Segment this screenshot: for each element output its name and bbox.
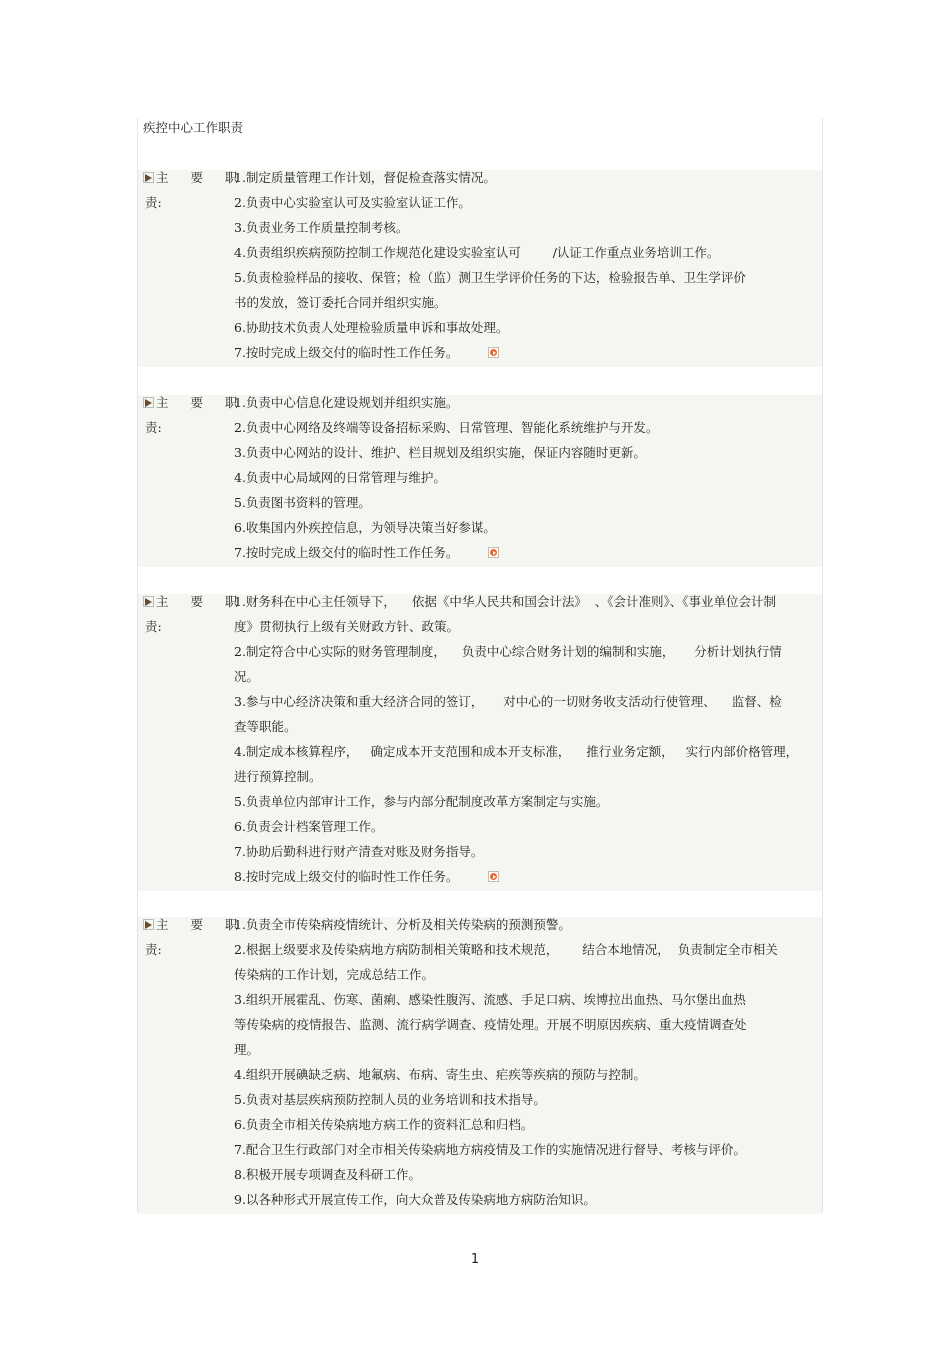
duty-item-line: [234, 1092, 824, 1117]
duty-item-line: [234, 967, 824, 992]
duty-item-line: [234, 1017, 824, 1042]
duty-item-text: 6.收集国内外疾控信息，为领导决策当好参谋。: [234, 520, 496, 535]
duty-item-text: 4.制定成本核算程序， 确定成本开支范围和成本开支标准， 推行业务定额， 实行内部价格管理，: [234, 744, 799, 759]
duty-item: [234, 470, 824, 495]
duty-item-text: 1.负责中心信息化建设规划并组织实施。: [234, 395, 459, 410]
duty-item-text: 3.组织开展霍乱、伤寒、菌痢、感染性腹泻、流感、手足口病、埃博拉出血热、马尔堡出血热: [234, 992, 746, 1007]
duty-list: [234, 395, 824, 570]
duty-item-line: [234, 470, 824, 495]
duty-item-line: [234, 245, 824, 270]
duty-item-text: 4.负责中心局域网的日常管理与维护。: [234, 470, 446, 485]
duty-item-text: 2.制定符合中心实际的财务管理制度， 负责中心综合财务计划的编制和实施， 分析计划执行情: [234, 644, 782, 659]
duty-item-text: 9.以各种形式开展宣传工作，向大众普及传染病地方病防治知识。: [234, 1192, 596, 1207]
duty-list: [234, 170, 824, 370]
duty-item-text: 1.财务科在中心主任领导下， 依据《中华人民共和国会计法》 、《会计准则》、《事业单位会计制: [234, 594, 777, 609]
duty-item-text: 2.负责中心网络及终端等设备招标采购、日常管理、智能化系统维护与开发。: [234, 420, 659, 435]
duty-item-text: 查等职能。: [234, 719, 297, 734]
duty-item-text: 3.负责中心网站的设计、维护、栏目规划及组织实施，保证内容随时更新。: [234, 445, 646, 460]
duty-item: [234, 644, 824, 694]
duty-item: [234, 245, 824, 270]
section-label-line1: [145, 170, 246, 195]
duty-list: [234, 594, 824, 894]
bullet-arrow-icon: [145, 174, 152, 182]
duty-item-text: 3.负责业务工作质量控制考核。: [234, 220, 409, 235]
duty-section: [138, 395, 822, 567]
duty-item-text: 6.协助技术负责人处理检验质量申诉和事故处理。: [234, 320, 509, 335]
section-label-line1: [145, 917, 246, 942]
section-label-line1: [145, 395, 246, 420]
duty-item: [234, 195, 824, 220]
play-arrow-icon[interactable]: [488, 871, 499, 882]
duty-item-text: 5.负责对基层疾病预防控制人员的业务培训和技术指导。: [234, 1092, 546, 1107]
duty-item-line: [234, 345, 824, 370]
bullet-arrow-icon: [145, 921, 152, 929]
duty-item-line: [234, 669, 824, 694]
duty-item-text: 度》贯彻执行上级有关财政方针、政策。: [234, 619, 460, 634]
duty-item-line: [234, 220, 824, 245]
duty-item-line: [234, 819, 824, 844]
duty-item: [234, 420, 824, 445]
duty-item-text: 等传染病的疫情报告、监测、流行病学调查、疫情处理。开展不明原因疾病、重大疫情调查处: [234, 1017, 747, 1032]
duty-item-text: 理。: [234, 1042, 260, 1057]
duty-item-text: 2.负责中心实验室认可及实验室认证工作。: [234, 195, 471, 210]
document-title: 疾控中心工作职责: [143, 120, 244, 135]
duty-item-line: [234, 942, 824, 967]
duty-item-line: [234, 1167, 824, 1192]
duty-item-line: [234, 917, 824, 942]
duty-section: [138, 917, 822, 1214]
duty-item-line: [234, 869, 824, 894]
duty-item-line: [234, 694, 824, 719]
duty-item: [234, 694, 824, 744]
duty-item: [234, 1117, 824, 1142]
duty-item-line: [234, 520, 824, 545]
duty-item-text: 书的发放，签订委托合同并组织实施。: [234, 295, 447, 310]
duty-item-text: 1.负责全市传染病疫情统计、分析及相关传染病的预测预警。: [234, 917, 571, 932]
duty-item-text: 5.负责单位内部审计工作，参与内部分配制度改革方案制定与实施。: [234, 794, 609, 809]
section-label-text: 主 要 职: [156, 594, 247, 609]
duty-item: [234, 520, 824, 545]
duty-section: [138, 170, 822, 367]
duty-item-text: 7.按时完成上级交付的临时性工作任务。: [234, 545, 459, 560]
duty-item-line: [234, 992, 824, 1017]
section-label-line2: 责:: [145, 942, 162, 957]
duty-item: [234, 495, 824, 520]
duty-item-line: [234, 744, 824, 769]
duty-item: [234, 220, 824, 245]
duty-item-text: 6.负责全市相关传染病地方病工作的资料汇总和归档。: [234, 1117, 534, 1132]
duty-item: [234, 395, 824, 420]
duty-item-line: [234, 495, 824, 520]
play-arrow-icon[interactable]: [488, 547, 499, 558]
duty-item-line: [234, 545, 824, 570]
duty-item-text: 传染病的工作计划，完成总结工作。: [234, 967, 435, 982]
section-label-text: 主 要 职: [156, 170, 247, 185]
section-label-line2: 责:: [145, 420, 162, 435]
duty-item: [234, 1142, 824, 1167]
duty-item-line: [234, 195, 824, 220]
duty-item-line: [234, 1142, 824, 1167]
duty-item: [234, 170, 824, 195]
duty-item: [234, 744, 824, 794]
bullet-arrow-icon: [145, 598, 152, 606]
duty-item: [234, 445, 824, 470]
duty-item-line: [234, 619, 824, 644]
duty-item: [234, 545, 824, 570]
duty-item-text: 4.组织开展碘缺乏病、地氟病、布病、寄生虫、疟疾等疾病的预防与控制。: [234, 1067, 646, 1082]
duty-item: [234, 1092, 824, 1117]
duty-item-text: 5.负责检验样品的接收、保管；检（监）测卫生学评价任务的下达，检验报告单、卫生学评价: [234, 270, 746, 285]
duty-item-line: [234, 420, 824, 445]
section-label-text: 主 要 职: [156, 395, 247, 410]
duty-item-line: [234, 644, 824, 669]
duty-item-text: 2.根据上级要求及传染病地方病防制相关策略和技术规范， 结合本地情况， 负责制定全市相关: [234, 942, 778, 957]
duty-list: [234, 917, 824, 1217]
duty-item-line: [234, 1067, 824, 1092]
duty-item-text: 7.按时完成上级交付的临时性工作任务。: [234, 345, 459, 360]
duty-item-line: [234, 170, 824, 195]
duty-item: [234, 345, 824, 370]
duty-item: [234, 320, 824, 345]
duty-item-line: [234, 769, 824, 794]
duty-item: [234, 819, 824, 844]
duty-item-line: [234, 295, 824, 320]
duty-item-text: 4.负责组织疾病预防控制工作规范化建设实验室认可 /认证工作重点业务培训工作。: [234, 245, 720, 260]
duty-item: [234, 869, 824, 894]
duty-item-text: 8.积极开展专项调查及科研工作。: [234, 1167, 421, 1182]
duty-item: [234, 1167, 824, 1192]
duty-item: [234, 992, 824, 1067]
duty-item-line: [234, 1117, 824, 1142]
section-label-text: 主 要 职: [156, 917, 247, 932]
duty-item-line: [234, 794, 824, 819]
duty-item: [234, 917, 824, 942]
duty-item: [234, 844, 824, 869]
duty-item-line: [234, 844, 824, 869]
duty-item: [234, 270, 824, 320]
duty-item-text: 5.负责图书资料的管理。: [234, 495, 371, 510]
duty-item: [234, 594, 824, 644]
duty-item-line: [234, 1192, 824, 1217]
duty-item-text: 况。: [234, 669, 260, 684]
duty-item-line: [234, 395, 824, 420]
section-label-line1: [145, 594, 246, 619]
duty-item-line: [234, 270, 824, 295]
duty-item-text: 7.配合卫生行政部门对全市相关传染病地方病疫情及工作的实施情况进行督导、考核与评价。: [234, 1142, 746, 1157]
duty-item-text: 8.按时完成上级交付的临时性工作任务。: [234, 869, 459, 884]
duty-item-line: [234, 719, 824, 744]
duty-section: [138, 594, 822, 891]
section-label-line2: 责:: [145, 195, 162, 210]
duty-item-text: 6.负责会计档案管理工作。: [234, 819, 384, 834]
duty-item: [234, 942, 824, 992]
duty-item-text: 进行预算控制。: [234, 769, 322, 784]
duty-item-line: [234, 1042, 824, 1067]
duty-item-text: 3.参与中心经济决策和重大经济合同的签订， 对中心的一切财务收支活动行使管理、 监督、检: [234, 694, 782, 709]
bullet-arrow-icon: [145, 399, 152, 407]
duty-item: [234, 794, 824, 819]
duty-item: [234, 1067, 824, 1092]
duty-item-text: 1.制定质量管理工作计划，督促检查落实情况。: [234, 170, 496, 185]
duty-item-text: 7.协助后勤科进行财产清查对账及财务指导。: [234, 844, 484, 859]
section-label-line2: 责:: [145, 619, 162, 634]
duty-item-line: [234, 320, 824, 345]
page-number: 1: [470, 1252, 480, 1267]
duty-item-line: [234, 445, 824, 470]
duty-item: [234, 1192, 824, 1217]
play-arrow-icon[interactable]: [488, 347, 499, 358]
duty-item-line: [234, 594, 824, 619]
